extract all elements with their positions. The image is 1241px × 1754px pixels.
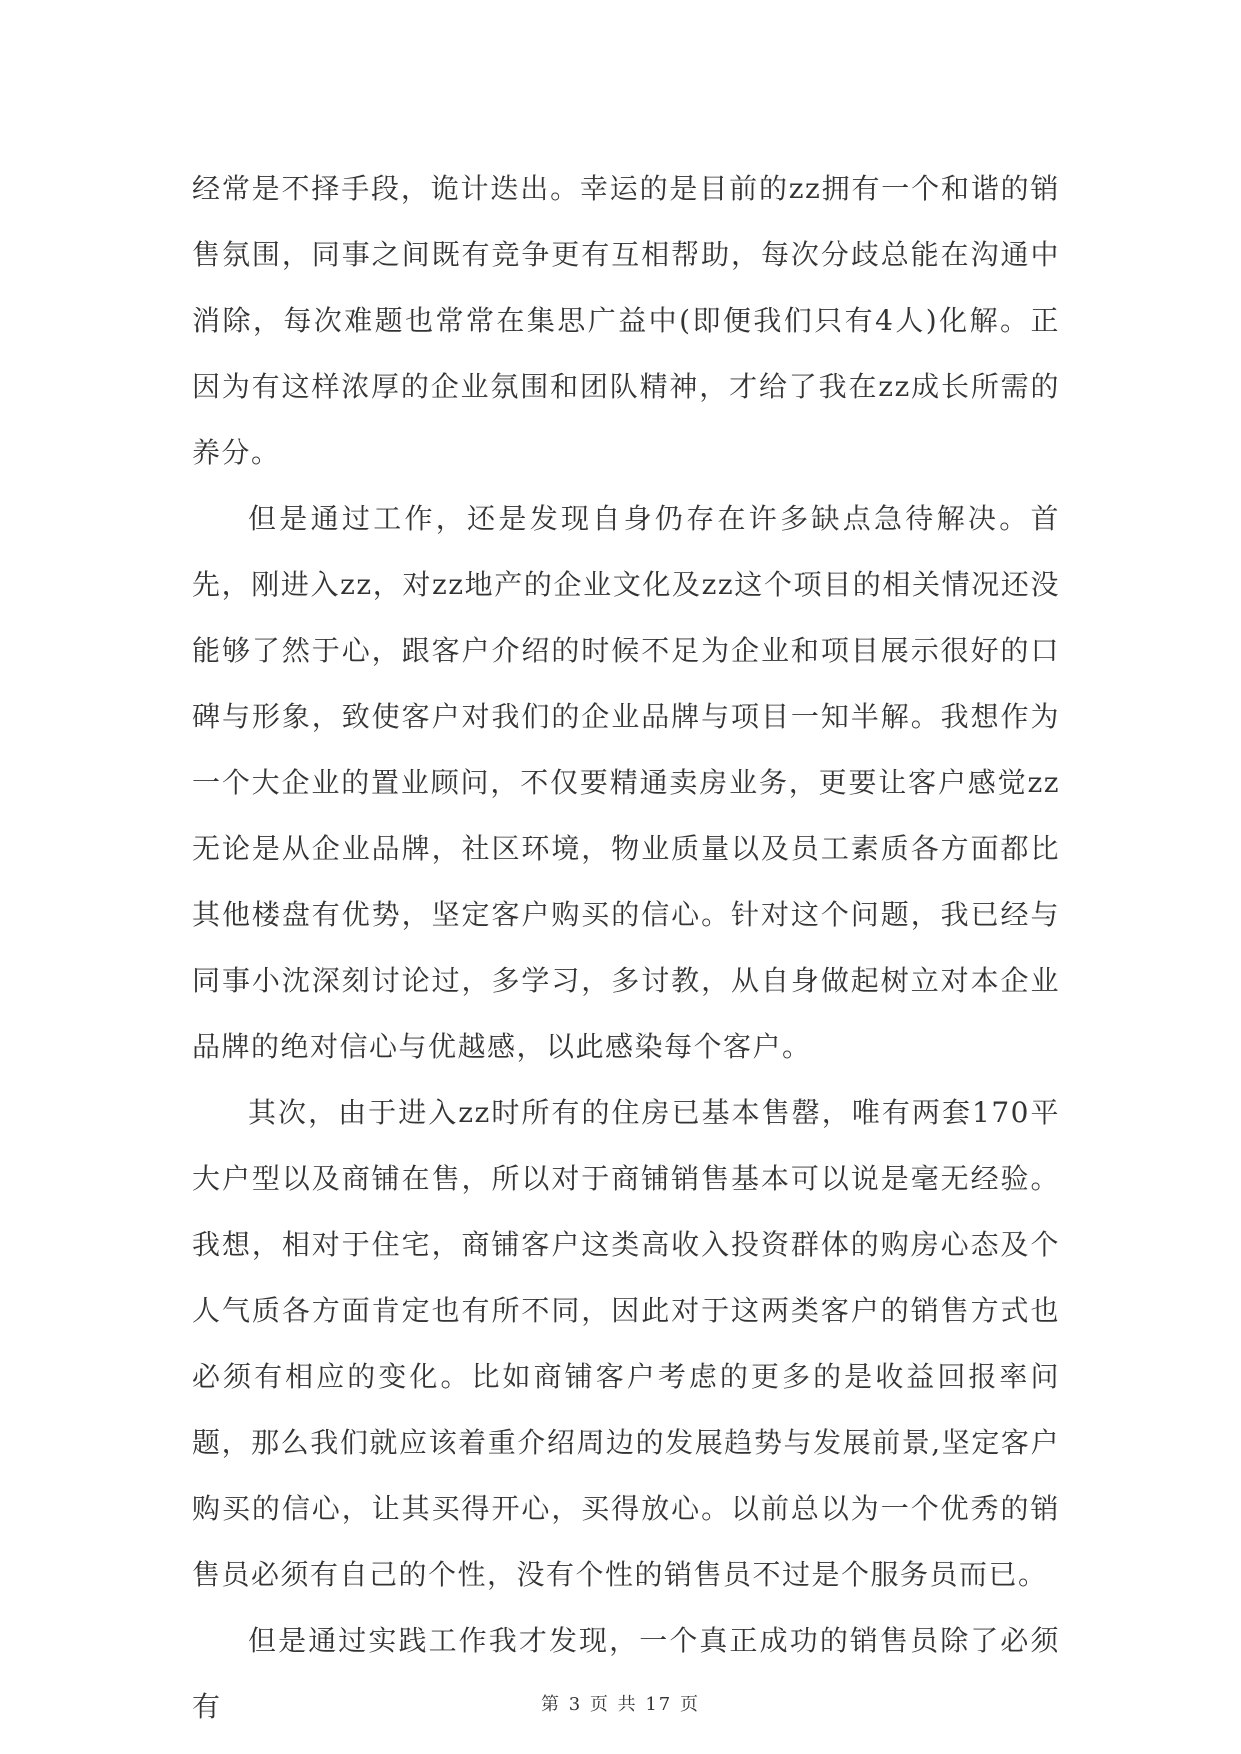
paragraph-1: 经常是不择手段，诡计迭出。幸运的是目前的zz拥有一个和谐的销售氛围，同事之间既有竞争更有互相帮助，每次分歧总能在沟通中消除，每次难题也常常在集思广益中(即便我们只有4人)化解。正因为有这样浓厚的企业氛围和团队精神，才给了我在zz成长所需的养分。	[192, 172, 1060, 469]
body-text	[192, 156, 1060, 1740]
paragraph-4: 但是通过实践工作我才发现，一个真正成功的销售员除了必须有	[192, 1624, 1060, 1723]
paragraph-3: 其次，由于进入zz时所有的住房已基本售罄，唯有两套170平大户型以及商铺在售，所以对于商铺销售基本可以说是毫无经验。我想，相对于住宅，商铺客户这类高收入投资群体的购房心态及个人气质各方面肯定也有所不同，因此对于这两类客户的销售方式也必须有相应的变化。比如商铺客户考虑的更多的是收益回报率问题，那么我们就应该着重介绍周边的发展趋势与发展前景,坚定客户购买的信心，让其买得开心，买得放心。以前总以为一个优秀的销售员必须有自己的个性，没有个性的销售员不过是个服务员而已。	[192, 1096, 1060, 1591]
page-number-footer: 第 3 页 共 17 页	[541, 1694, 700, 1715]
paragraph-2: 但是通过工作，还是发现自身仍存在许多缺点急待解决。首先，刚进入zz，对zz地产的企业文化及zz这个项目的相关情况还没能够了然于心，跟客户介绍的时候不足为企业和项目展示很好的口碑与形象，致使客户对我们的企业品牌与项目一知半解。我想作为一个大企业的置业顾问，不仅要精通卖房业务，更要让客户感觉zz无论是从企业品牌，社区环境，物业质量以及员工素质各方面都比其他楼盘有优势，坚定客户购买的信心。针对这个问题，我已经与同事小沈深刻讨论过，多学习，多讨教，从自身做起树立对本企业品牌的绝对信心与优越感，以此感染每个客户。	[192, 502, 1060, 1063]
